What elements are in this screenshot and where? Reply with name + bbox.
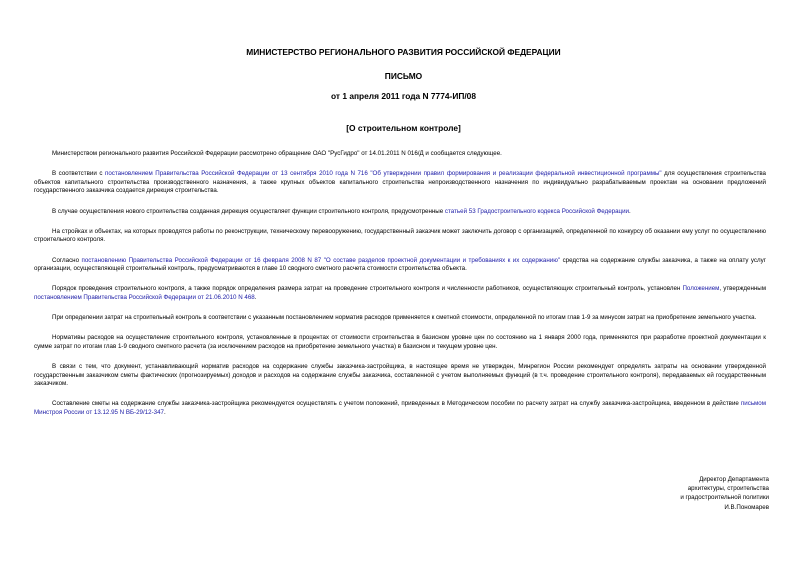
paragraph-4 xyxy=(34,228,766,245)
paragraph-text: . xyxy=(628,207,631,215)
paragraph-text: При определении затрат на строительный контроль в соответствии с указанным постановлением норматив расходов применяется к сметной стоимости, определенной по итогам глав 1-9 за минусом затрат на приобретение земельного участка. xyxy=(52,314,757,322)
paragraph-8 xyxy=(34,334,766,351)
paragraph-text: Порядок проведения строительного контроля, а также порядок определения размера затрат на проведение строительного контроля и численности работников, осуществляющих строительный контроль, установлен xyxy=(52,285,683,293)
paragraph-text: средства на содержание службы заказчика, а также на оплату услуг организации, осуществляющей строительный контроль, предусматриваются в главе 10 сводного сметного расчета стоимости строительства объекта. xyxy=(34,256,766,273)
paragraph-text: В соответствии с xyxy=(52,170,105,178)
paragraph-5 xyxy=(34,257,766,274)
link-minstroy-letter[interactable]: письмом Минстроя России от 13.12.95 N ВБ-29/12-347 xyxy=(34,400,766,417)
link-regulation[interactable]: Положением xyxy=(682,285,720,293)
paragraph-text: В связи с тем, что документ, устанавливающий норматив расходов на содержание службы заказчика-застройщика, в настоящее время не утвержден, Минрегион России рекомендует определять затраты на основании утвержденной государственным заказчиком сметы фактических (прогнозируемых) доходов и расходов на содержание службы заказчика, составленной с учетом выполняемых функций (в т.ч. проведение строительного контроля), передаваемых ей государственным заказчиком. xyxy=(34,363,766,388)
signature-position: Директор Департамента xyxy=(699,476,769,483)
paragraph-2 xyxy=(34,170,766,196)
link-resolution-716[interactable]: постановлением Правительства Российской Федерации от 13 сентября 2010 года N 716 "Об утверждении правил формирования и реализации федеральной инвестиционной программы" xyxy=(104,170,662,178)
paragraph-6 xyxy=(34,285,766,302)
paragraph-text: , утвержденным xyxy=(719,285,766,293)
paragraph-text: В случае осуществления нового строительства созданная дирекция осуществляет функции строительного контроля, предусмотренные xyxy=(52,207,445,215)
link-resolution-468[interactable]: постановлением Правительства Российской Федерации от 21.06.2010 N 468 xyxy=(34,293,255,301)
paragraph-7 xyxy=(34,314,766,323)
paragraph-text: Министерством регионального развития Российской Федерации рассмотрено обращение ОАО "РусГидро" от 14.01.2011 N 016/Д и сообщается следующее. xyxy=(52,150,502,157)
paragraph-text: . xyxy=(164,409,166,417)
paragraph-10 xyxy=(34,400,766,417)
paragraph-9 xyxy=(34,363,766,389)
paragraph-text: Нормативы расходов на осуществление строительного контроля, установленные в процентах от стоимости строительства в базисном уровне цен по состоянию на 1 января 2000 года, применяются при разработке проектной документации к сумме затрат по итогам глав 1-9 сводного сметного расчета (за исключением расходов на приобретение земельного участка) в базисном и текущем уровне цен. xyxy=(34,334,766,350)
ministry-title: МИНИСТЕРСТВО РЕГИОНАЛЬНОГО РАЗВИТИЯ РОССИЙСКОЙ ФЕДЕРАЦИИ xyxy=(246,47,561,57)
paragraph-text: Согласно xyxy=(52,256,82,264)
paragraph-text: На стройках и объектах, на которых проводятся работы по реконструкции, техническому перевооружению, государственный заказчик может заключить договор с организацией, определенной по конкурсу об оказании ему услуг по осуществлению строительного контроля. xyxy=(34,227,766,244)
paragraph-text: . xyxy=(254,293,257,301)
letter-body xyxy=(34,150,766,429)
document-date-number: от 1 апреля 2011 года N 7774-ИП/08 xyxy=(331,91,476,101)
link-resolution-87[interactable]: постановлению Правительства Российской Федерации от 16 февраля 2008 N 87 "О составе разделов проектной документации и требованиях к их содержанию" xyxy=(81,256,561,264)
paragraph-text: Составление сметы на содержание службы заказчика-застройщика рекомендуется осуществлять с учетом положений, приведенных в Методическом пособии по расчету затрат на службу заказчика-застройщика, введенном в действие xyxy=(52,400,741,408)
paragraph-3 xyxy=(34,208,766,217)
paragraph-text: для осуществления строительства объектов капитального строительства производственного назначения, а также крупных объектов капитального строительства непроизводственного назначения по индивидуально разрабатываемым проектам на основании предложений государственного заказчика создается дирекция строительства. xyxy=(34,170,766,195)
signature-department: архитектуры, строительства xyxy=(687,485,769,493)
signature-name: И.В.Пономарев xyxy=(724,503,769,511)
signature-block xyxy=(680,475,769,512)
document-type: ПИСЬМО xyxy=(384,71,423,81)
paragraph-1 xyxy=(34,150,766,159)
document-subject: [О строительном контроле] xyxy=(346,123,461,133)
link-article-53[interactable]: статьей 53 Градостроительного кодекса Российской Федерации xyxy=(444,207,629,215)
signature-department-cont: и градостроительной политики xyxy=(680,494,769,502)
